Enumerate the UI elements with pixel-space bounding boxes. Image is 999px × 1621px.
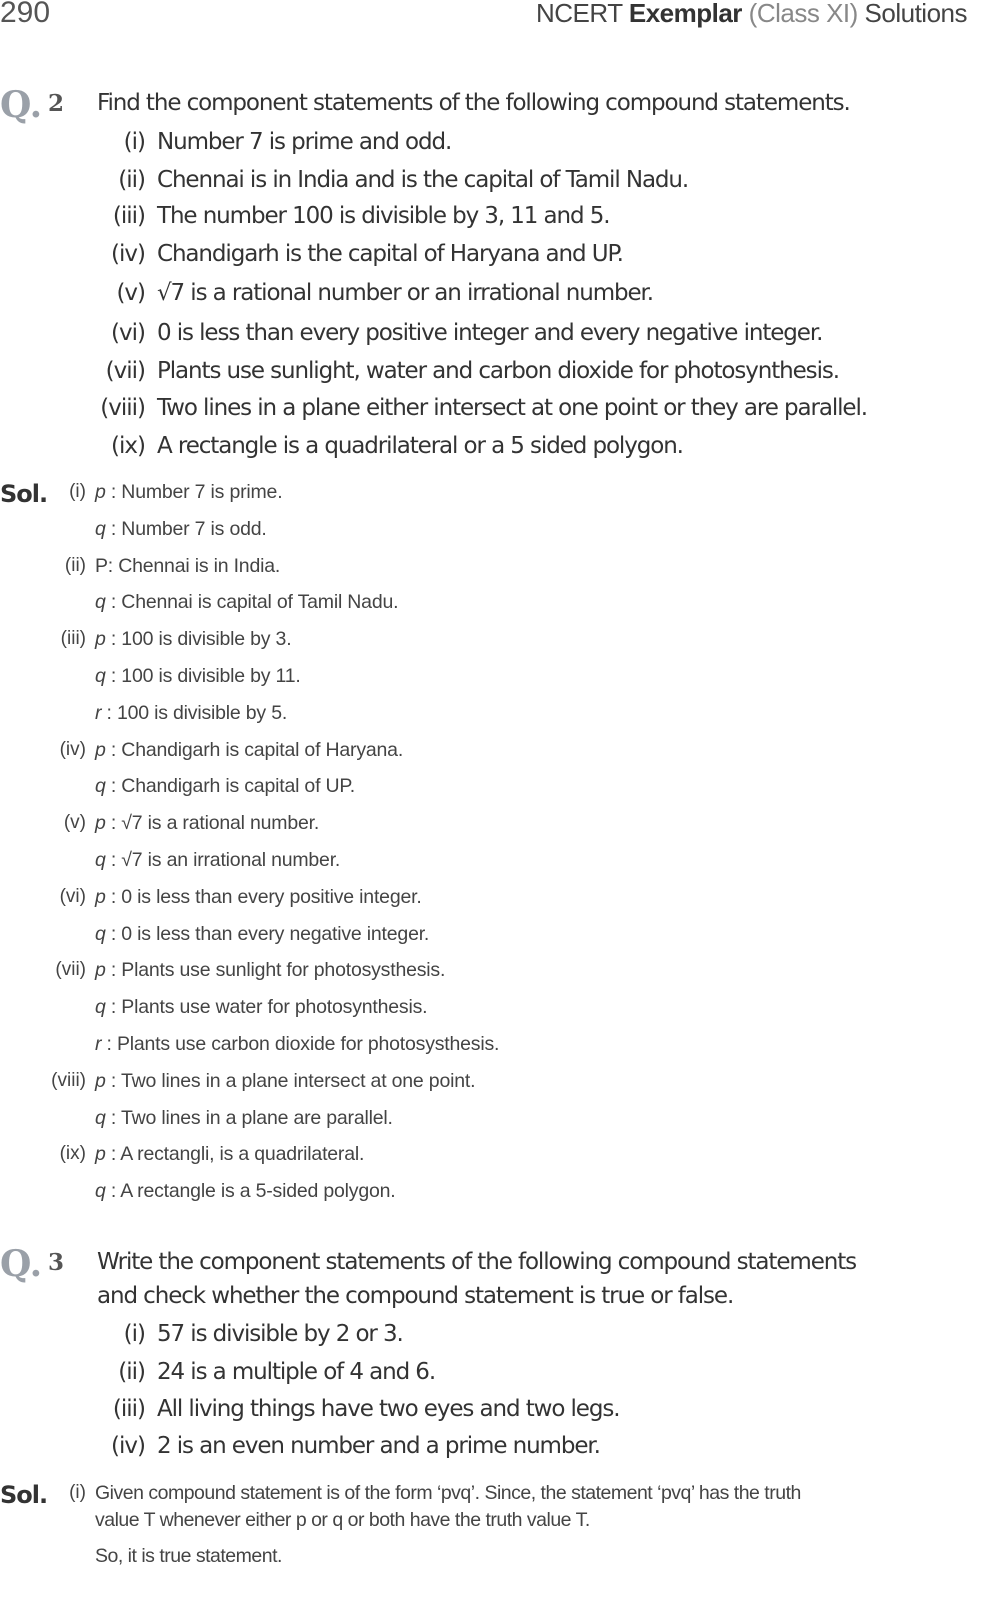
- statement-text: : √7 is a rational number.: [105, 812, 320, 835]
- solution-line: [95, 959, 445, 982]
- item-label: (iii): [112, 203, 145, 229]
- statement-text: P: Chennai is in India.: [95, 554, 281, 577]
- solution-line: [95, 555, 280, 578]
- item-label: (i): [123, 129, 145, 155]
- item-text: Chandigarh is the capital of Haryana and UP.: [157, 241, 623, 267]
- statement-text: : Two lines in a plane are parallel.: [105, 1106, 393, 1129]
- question-mark: Q.: [0, 84, 43, 126]
- statement-text: : Chennai is capital of Tamil Nadu.: [105, 591, 399, 614]
- solution-line: [95, 591, 398, 614]
- item-text: 24 is a multiple of 4 and 6.: [157, 1359, 436, 1385]
- solution-line: [95, 996, 427, 1019]
- page-number: 290: [0, 0, 51, 29]
- running-header: [536, 0, 967, 29]
- solution-line: [95, 1143, 364, 1166]
- variable: q: [95, 1106, 106, 1129]
- solution-line: [95, 1107, 393, 1130]
- solution-line: value T whenever either p or q or both have the truth value T.: [95, 1509, 590, 1531]
- variable: r: [95, 701, 102, 724]
- variable: p: [95, 738, 106, 761]
- statement-text: : Number 7 is odd.: [105, 517, 267, 540]
- statement-text: : √7 is an irrational number.: [105, 849, 341, 871]
- item-label: (iii): [112, 1396, 145, 1422]
- solution-line: [95, 923, 429, 946]
- item-label: (vii): [105, 358, 145, 384]
- statement-text: : Plants use sunlight for photosysthesis.: [105, 959, 446, 982]
- solution-label: Sol.: [0, 480, 48, 508]
- solution-item-label: (iii): [60, 628, 86, 650]
- solution-item-label: (i): [69, 481, 86, 502]
- variable: q: [95, 1180, 106, 1203]
- item-text: A rectangle is a quadrilateral or a 5 sided polygon.: [157, 433, 683, 459]
- variable: q: [95, 775, 106, 798]
- question-number: 2: [48, 90, 65, 117]
- solution-line: [95, 849, 340, 872]
- question-prompt-line: Write the component statements of the following compound statements: [97, 1249, 857, 1275]
- item-text: Chennai is in India and is the capital of Tamil Nadu.: [157, 167, 689, 193]
- statement-text: : Plants use water for photosynthesis.: [105, 996, 428, 1019]
- question-prompt-line: and check whether the compound statement is true or false.: [97, 1283, 734, 1309]
- statement-text: : Chandigarh is capital of UP.: [105, 775, 355, 798]
- item-text: 2 is an even number and a prime number.: [157, 1433, 600, 1459]
- variable: q: [95, 996, 106, 1019]
- statement-text: : Two lines in a plane intersect at one point.: [105, 1069, 476, 1092]
- solution-item-label: (ix): [59, 1143, 86, 1165]
- variable: p: [95, 885, 106, 908]
- solution-item-label: (ii): [64, 554, 86, 576]
- solution-item-label: (v): [63, 812, 86, 834]
- item-label: (ii): [118, 167, 145, 193]
- statement-text: : 0 is less than every positive integer.: [105, 885, 422, 908]
- item-text: The number 100 is divisible by 3, 11 and 5.: [157, 203, 610, 229]
- item-text: Number 7 is prime and odd.: [157, 129, 452, 155]
- item-text: √7 is a rational number or an irrational number.: [157, 280, 653, 306]
- item-label: (i): [123, 1321, 145, 1347]
- solution-line: Given compound statement is of the form ‘pvq’. Since, the statement ‘pvq’ has the truth: [95, 1482, 801, 1504]
- solution-item-label: (viii): [51, 1069, 86, 1091]
- statement-text: : 100 is divisible by 3.: [105, 628, 292, 651]
- solution-line: [95, 481, 282, 504]
- variable: q: [95, 665, 106, 687]
- solution-line: So, it is true statement.: [95, 1545, 282, 1567]
- item-label: (ix): [111, 433, 145, 459]
- solution-line: [95, 518, 267, 541]
- statement-text: : Chandigarh is capital of Haryana.: [105, 738, 404, 761]
- question-prompt: Find the component statements of the following compound statements.: [97, 90, 850, 116]
- variable: q: [95, 591, 106, 614]
- question-mark: Q.: [0, 1243, 43, 1285]
- variable: p: [95, 628, 106, 651]
- solution-line: [95, 702, 287, 725]
- item-label: (iv): [111, 1433, 145, 1459]
- header-exemplar: Exemplar: [628, 0, 742, 28]
- solution-line: [95, 628, 291, 651]
- solution-line: [95, 1180, 395, 1203]
- item-label: (viii): [100, 395, 145, 421]
- question-number: 3: [48, 1249, 65, 1276]
- item-text: All living things have two eyes and two legs.: [157, 1396, 620, 1422]
- variable: r: [95, 1033, 102, 1055]
- item-label: (iv): [111, 241, 145, 267]
- statement-text: : A rectangli, is a quadrilateral.: [105, 1143, 365, 1166]
- solution-line: [95, 1033, 499, 1056]
- statement-text: : 0 is less than every negative integer.: [105, 922, 430, 945]
- statement-text: : 100 is divisible by 5.: [101, 701, 288, 724]
- item-text: Plants use sunlight, water and carbon dioxide for photosynthesis.: [157, 358, 839, 384]
- header-class: (Class XI): [748, 0, 858, 28]
- solution-line: [95, 775, 355, 798]
- solution-item-label: (i): [69, 1482, 86, 1503]
- variable: q: [95, 849, 106, 871]
- variable: p: [95, 481, 106, 503]
- variable: p: [95, 959, 106, 982]
- header-solutions: Solutions: [864, 0, 967, 28]
- variable: p: [95, 812, 106, 835]
- header-ncert: NCERT: [536, 0, 623, 28]
- solution-item-label: (vii): [55, 959, 86, 981]
- item-label: (vi): [111, 320, 145, 346]
- variable: p: [95, 1143, 106, 1166]
- variable: p: [95, 1069, 106, 1092]
- solution-line: [95, 812, 319, 835]
- solution-line: [95, 665, 301, 688]
- item-label: (ii): [118, 1359, 145, 1385]
- item-text: 57 is divisible by 2 or 3.: [157, 1321, 403, 1347]
- solution-item-label: (iv): [59, 738, 86, 760]
- solution-label: Sol.: [0, 1481, 48, 1509]
- item-text: Two lines in a plane either intersect at one point or they are parallel.: [157, 395, 867, 421]
- statement-text: : Number 7 is prime.: [105, 481, 283, 503]
- statement-text: : Plants use carbon dioxide for photosysthesis.: [101, 1033, 500, 1055]
- variable: q: [95, 922, 106, 945]
- solution-line: [95, 886, 422, 909]
- statement-text: : A rectangle is a 5-sided polygon.: [105, 1180, 396, 1203]
- statement-text: : 100 is divisible by 11.: [105, 665, 301, 687]
- solution-item-label: (vi): [59, 885, 86, 907]
- item-label: (v): [116, 280, 145, 306]
- solution-line: [95, 739, 403, 762]
- solution-line: [95, 1070, 475, 1093]
- item-text: 0 is less than every positive integer and every negative integer.: [157, 320, 823, 346]
- variable: q: [95, 517, 106, 540]
